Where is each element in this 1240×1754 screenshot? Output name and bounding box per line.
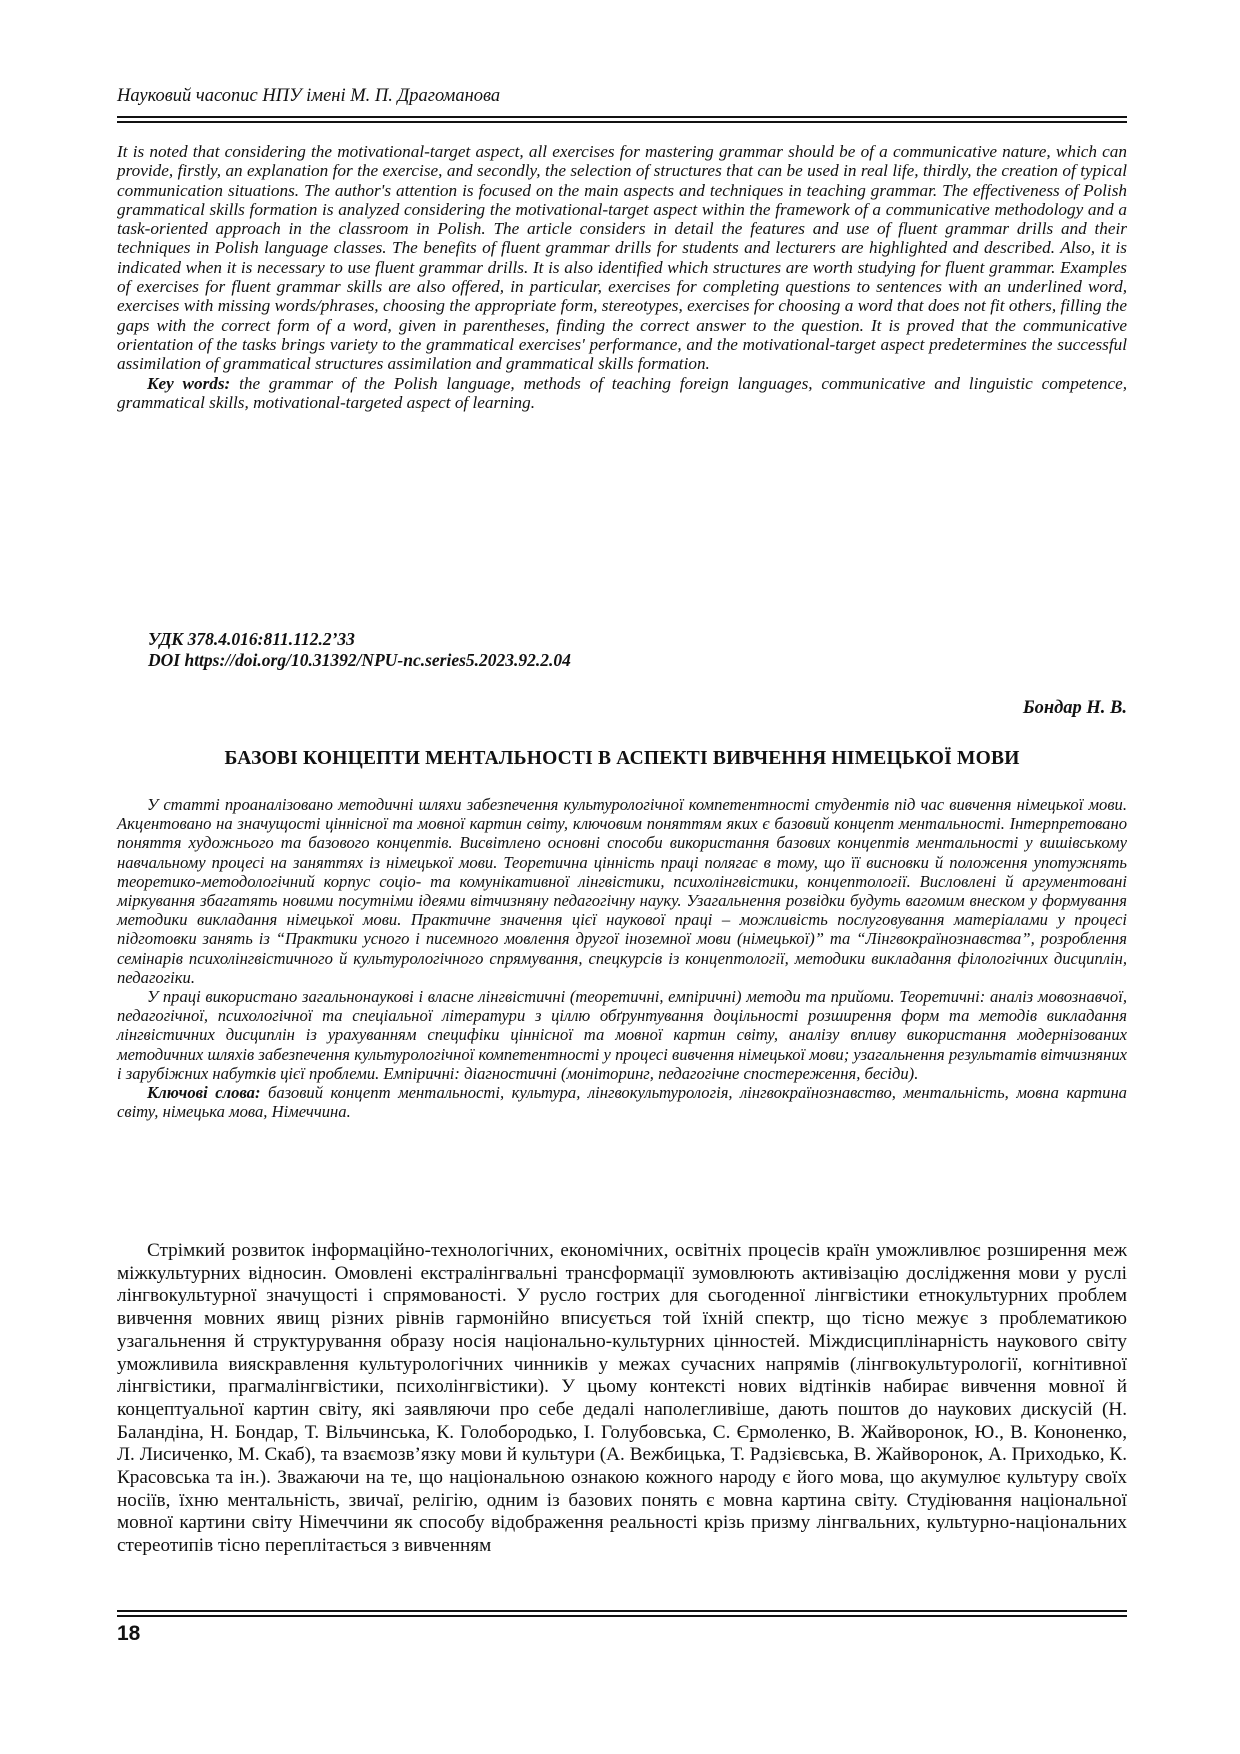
ukrainian-abstract [117, 795, 1127, 1121]
article-body [117, 1240, 1127, 1558]
footer-rule-thin [117, 1610, 1127, 1612]
page-number: 18 [117, 1622, 141, 1645]
ukrainian-abstract-p1: У статті проаналізовано методичні шляхи забезпечення культурологічної компетентності студентів під час вивчення німецької мови. Акцентовано на значущості ціннісної та мовної картин світу, ключовим поняттям яких є базовий концепт ментальності. Інтерпретовано поняття художнього та базового концептів. Висвітлено основні способи використання базових концептів ментальності у вишівському навчальному процесі на заняттях із німецької мови. Теоретична цінність праці полягає в тому, що її висновки й положення употужнять теоретико-методологічний корпус соціо- та комунікативної лінгвістики, психолінгвістики, концептології. Висловлені й аргументовані міркування збагатять новими посутніми ідеями вітчизняну педагогічну науку. Узагальнення розвідки будуть вагомим внеском у формування методики викладання німецької мови. Практичне значення цієї наукової праці – можливість послуговування матеріалами у процесі підготовки занять із “Практики усного і писемного мовлення другої іноземної мови (німецької)” та “Лінгвокраїнознавства”, розроблення семінарів психолінгвістичного й культурологічного спрямування, спецкурсів із концептології, методики викладання філологічних дисциплін, педагогіки. [117, 795, 1127, 987]
body-paragraph: Стрімкий розвиток інформаційно-технологічних, економічних, освітніх процесів країн уможливлює розширення меж міжкультурних відносин. Омовлені екстралінгвальні трансформації зумовлюють активізацію дослідження мови у руслі лінгвокультурної значущості і спрямованості. У русло гострих для сьогоденної лінгвістики етнокультурних проблем вивчення мовних явищ різних рівнів гармонійно вписується той їхній спектр, що тісно межує з проблематикою узагальнення й структурування образу носія національно-культурних цінностей. Міждисциплінарність наукового світу уможливила вияскравлення культурологічних чинників у межах сучасних напрямів (лінгвокультурології, когнітивної лінгвістики, прагмалінгвістики, психолінгвістики). У цьому контексті нових відтінків набирає вивчення мовної й концептуальної картин світу, які заявляючи про себе дедалі наполегливіше, дають поштов до наукових дискусій (Н. Баландіна, Н. Бондар, Т. Вільчинська, К. Голобородько, І. Голубовська, С. Єрмоленко, В. Жайворонок, Ю., В. Кононенко, Л. Лисиченко, М. Скаб), та взаємозв’язку мови й культури (А. Вежбицька, Т. Радзієвська, В. Жайворонок, А. Приходько, К. Красовська та ін.). Зважаючи на те, що національною ознакою кожного народу є його мова, що акумулює культуру своїх носіїв, їхню ментальність, звичаї, релігію, одним із базових понять є мовна картина світу. Студіювання національної мовної картини світу Німеччини як способу відображення реальності крізь призму лінгвальних, культурно-національних стереотипів тісно переплітається з вивченням [117, 1240, 1127, 1557]
author-name: Бондар Н. В. [1022, 698, 1127, 718]
english-abstract [117, 142, 1127, 412]
doi-link: DOI https://doi.org/10.31392/NPU-nc.series5.2023.92.2.04 [148, 650, 571, 670]
ukrainian-keywords-label: Ключові слова: [147, 1083, 261, 1103]
ukrainian-abstract-p2: У праці використано загальнонаукові і власне лінгвістичні (теоретичні, емпіричні) методи та прийоми. Теоретичні: аналіз мовознавчої, педагогічної, психологічної та спеціальної літератури з ціллю обґрунтування доцільності розширення форм та методів викладання лінгвістичних дисциплін із урахуванням специфіки ціннісної та мовної картин світу, аналізу впливу використання модернізованих методичних шляхів забезпечення культурологічної компетентності у процесі вивчення німецької мови; узагальнення результатів вітчизняних і зарубіжних набутків цієї проблеми. Емпіричні: діагностичні (моніторинг, педагогічне спостереження, бесіди). [117, 987, 1127, 1083]
english-abstract-text: It is noted that considering the motivational-target aspect, all exercises for mastering grammar should be of a communicative nature, which can provide, firstly, an explanation for the exercise, and secondly, the selection of structures that can be used in real life, thirdly, the creation of typical communication situations. The author's attention is focused on the main aspects and techniques in teaching grammar. The effectiveness of Polish grammatical skills formation is analyzed considering the motivational-target aspect within the framework of a communicative methodology and a task-oriented approach in the classroom in Polish. The article considers in detail the features and use of fluent grammar drills and their techniques in Polish language classes. The benefits of fluent grammar drills for students and lecturers are highlighted and described. Also, it is indicated when it is necessary to use fluent grammar drills. It is also identified which structures are worth studying for fluent grammar. Examples of exercises for fluent grammar skills are also offered, in particular, exercises for completing questions to sentences with an underlined word, exercises with missing words/phrases, choosing the appropriate form, stereotypes, exercises for choosing a word that does not fit others, filling the gaps with the correct form of a word, given in parentheses, finding the correct answer to the question. It is proved that the communicative orientation of the tasks brings variety to the grammatical exercises' performance, and the motivational-target aspect predetermines the successful assimilation of grammatical structures assimilation and grammatical skills formation. [117, 142, 1127, 374]
english-keywords [117, 374, 1127, 413]
ukrainian-keywords [117, 1083, 1127, 1121]
ukrainian-keywords-list: базовий концепт ментальності, культура, лінгвокультурологія, лінгвокраїнознавство, ментальність, мовна картина світу, німецька мова, Німеччина. [117, 1083, 1127, 1122]
udc-code: УДК 378.4.016:811.112.2’33 [148, 629, 355, 649]
english-keywords-list: the grammar of the Polish language, methods of teaching foreign languages, communicative and linguistic competence, grammatical skills, motivational-targeted aspect of learning. [117, 373, 1127, 412]
header-rule-thin [117, 116, 1127, 118]
header-rule-thick [117, 121, 1127, 123]
english-keywords-label: Key words: [147, 373, 231, 393]
footer-rule-thick [117, 1615, 1127, 1617]
journal-header: Науковий часопис НПУ імені М. П. Драгоманова [117, 86, 501, 106]
article-identifiers [148, 629, 571, 671]
article-title: БАЗОВІ КОНЦЕПТИ МЕНТАЛЬНОСТІ В АСПЕКТІ ВИВЧЕННЯ НІМЕЦЬКОЇ МОВИ [224, 748, 1020, 769]
